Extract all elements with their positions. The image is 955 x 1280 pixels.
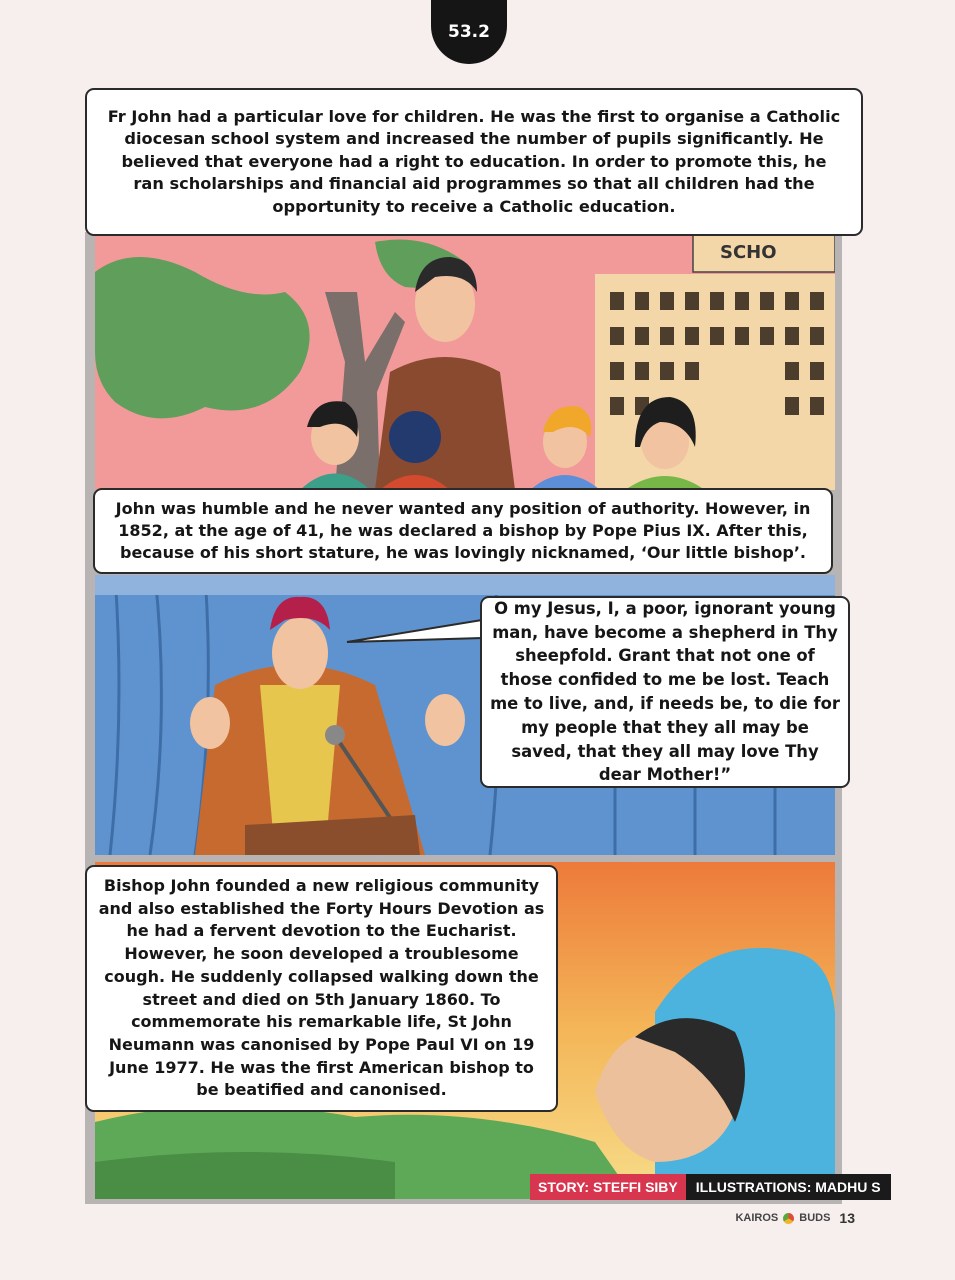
section-name: BUDS <box>799 1212 831 1224</box>
magazine-logo-icon <box>783 1213 794 1224</box>
page-number-badge: 53.2 <box>431 0 507 64</box>
page-number: 13 <box>839 1210 855 1226</box>
caption-bishop-appointment: John was humble and he never wanted any position of authority. However, in 1852, at the age of 41, he was declared a bishop by Pope Pius IX. After this, because of his short stature, he was lovingly nicknamed, ‘Our little bishop’. <box>93 488 833 574</box>
credit-story: STORY: STEFFI SIBY <box>530 1174 686 1200</box>
credit-illustrations: ILLUSTRATIONS: MADHU S <box>686 1174 891 1200</box>
page-footer <box>735 1210 855 1226</box>
credits-bar <box>530 1174 891 1200</box>
caption-school-system: Fr John had a particular love for children. He was the first to organise a Catholic diocesan school system and increased the number of pupils significantly. He believed that everyone had a right to education. In order to promote this, he ran scholarships and financial aid programmes so that all children had the opportunity to receive a Catholic education. <box>85 88 863 236</box>
speech-bubble-prayer: O my Jesus, I, a poor, ignorant young man, have become a shepherd in Thy sheepfold. Grant that not one of those confided to me be lost. Teach me to live, and, if needs be, to die for my people that they all may be saved, that they all may love Thy dear Mother!” <box>480 596 850 788</box>
school-sign: SCHO <box>720 242 777 263</box>
caption-bishop-legacy: Bishop John founded a new religious community and also established the Forty Hours Devotion as he had a fervent devotion to the Eucharist. However, he soon developed a troublesome cough. He suddenly collapsed walking down the street and died on 5th January 1860. To commemorate his remarkable life, St John Neumann was canonised by Pope Paul VI on 19 June 1977. He was the first American bishop to be beatified and canonised. <box>85 865 558 1112</box>
magazine-name: KAIROS <box>735 1212 779 1224</box>
speech-bubble-tail <box>345 612 485 652</box>
panel-school-children <box>95 232 835 490</box>
